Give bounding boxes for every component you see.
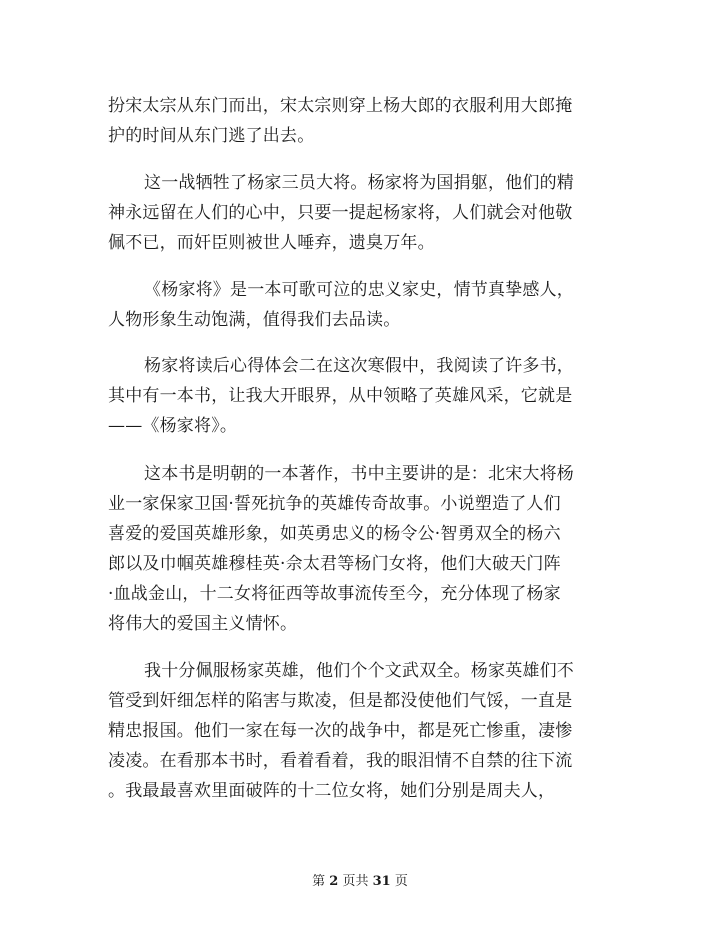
paragraph-6-line-1: 我十分佩服杨家英雄，他们个个文武双全。杨家英雄们不 bbox=[144, 661, 574, 681]
total-pages-number: 31 bbox=[372, 874, 391, 889]
paragraph-5-line-1: 这本书是明朝的一本著作，书中主要讲的是：北宋大将杨 bbox=[144, 464, 574, 484]
paragraph-6-line-3: 精忠报国。他们一家在每一次的战争中，都是死亡惨重，凄惨 bbox=[108, 721, 573, 741]
paragraph-2-line-3: 佩不已，而奸臣则被世人唾弃，遗臭万年。 bbox=[108, 233, 435, 253]
paragraph-1-line-2: 护的时间从东门逃了出去。 bbox=[108, 126, 315, 146]
paragraph-4-line-1: 杨家将读后心得体会二在这次寒假中，我阅读了许多书， bbox=[144, 356, 574, 376]
paragraph-1-line-1: 扮宋太宗从东门而出，宋太宗则穿上杨大郎的衣服利用大郎掩 bbox=[108, 96, 573, 116]
paragraph-5-line-3: 喜爱的爱国英雄形象，如英勇忠义的杨令公·智勇双全的杨六 bbox=[108, 524, 561, 544]
paragraph-5-line-5: ·血战金山，十二女将征西等故事流传至今，充分体现了杨家 bbox=[108, 584, 561, 604]
paragraph-6-line-2: 管受到奸细怎样的陷害与欺凌，但是都没使他们气馁，一直是 bbox=[108, 691, 573, 711]
paragraph-4-line-3: ——《杨家将》。 bbox=[108, 416, 238, 436]
footer-prefix: 第 bbox=[312, 874, 326, 889]
paragraph-3-line-1: 《杨家将》是一本可歌可泣的忠义家史，情节真挚感人， bbox=[144, 280, 574, 300]
footer-middle: 页共 bbox=[342, 874, 369, 889]
paragraph-5-line-6: 将伟大的爱国主义情怀。 bbox=[108, 614, 298, 634]
paragraph-6-line-5: 。我最最喜欢里面破阵的十二位女将，她们分别是周夫人， bbox=[108, 781, 556, 801]
page-footer bbox=[0, 874, 720, 890]
paragraph-3-line-2: 人物形象生动饱满，值得我们去品读。 bbox=[108, 310, 401, 330]
paragraph-6-line-4: 凌凌。在看那本书时，看着看着，我的眼泪情不自禁的往下流 bbox=[108, 751, 573, 771]
paragraph-5-line-2: 业一家保家卫国·誓死抗争的英雄传奇故事。小说塑造了人们 bbox=[108, 494, 561, 514]
paragraph-2-line-1: 这一战牺牲了杨家三员大将。杨家将为国捐躯，他们的精 bbox=[144, 173, 574, 193]
paragraph-5-line-4: 郎以及巾帼英雄穆桂英·佘太君等杨门女将，他们大破天门阵 bbox=[108, 554, 561, 574]
paragraph-4-line-2: 其中有一本书，让我大开眼界，从中领略了英雄风采，它就是 bbox=[108, 386, 573, 406]
footer-suffix: 页 bbox=[394, 874, 408, 889]
paragraph-2-line-2: 神永远留在人们的心中，只要一提起杨家将，人们就会对他敬 bbox=[108, 203, 573, 223]
current-page-number: 2 bbox=[329, 874, 339, 889]
